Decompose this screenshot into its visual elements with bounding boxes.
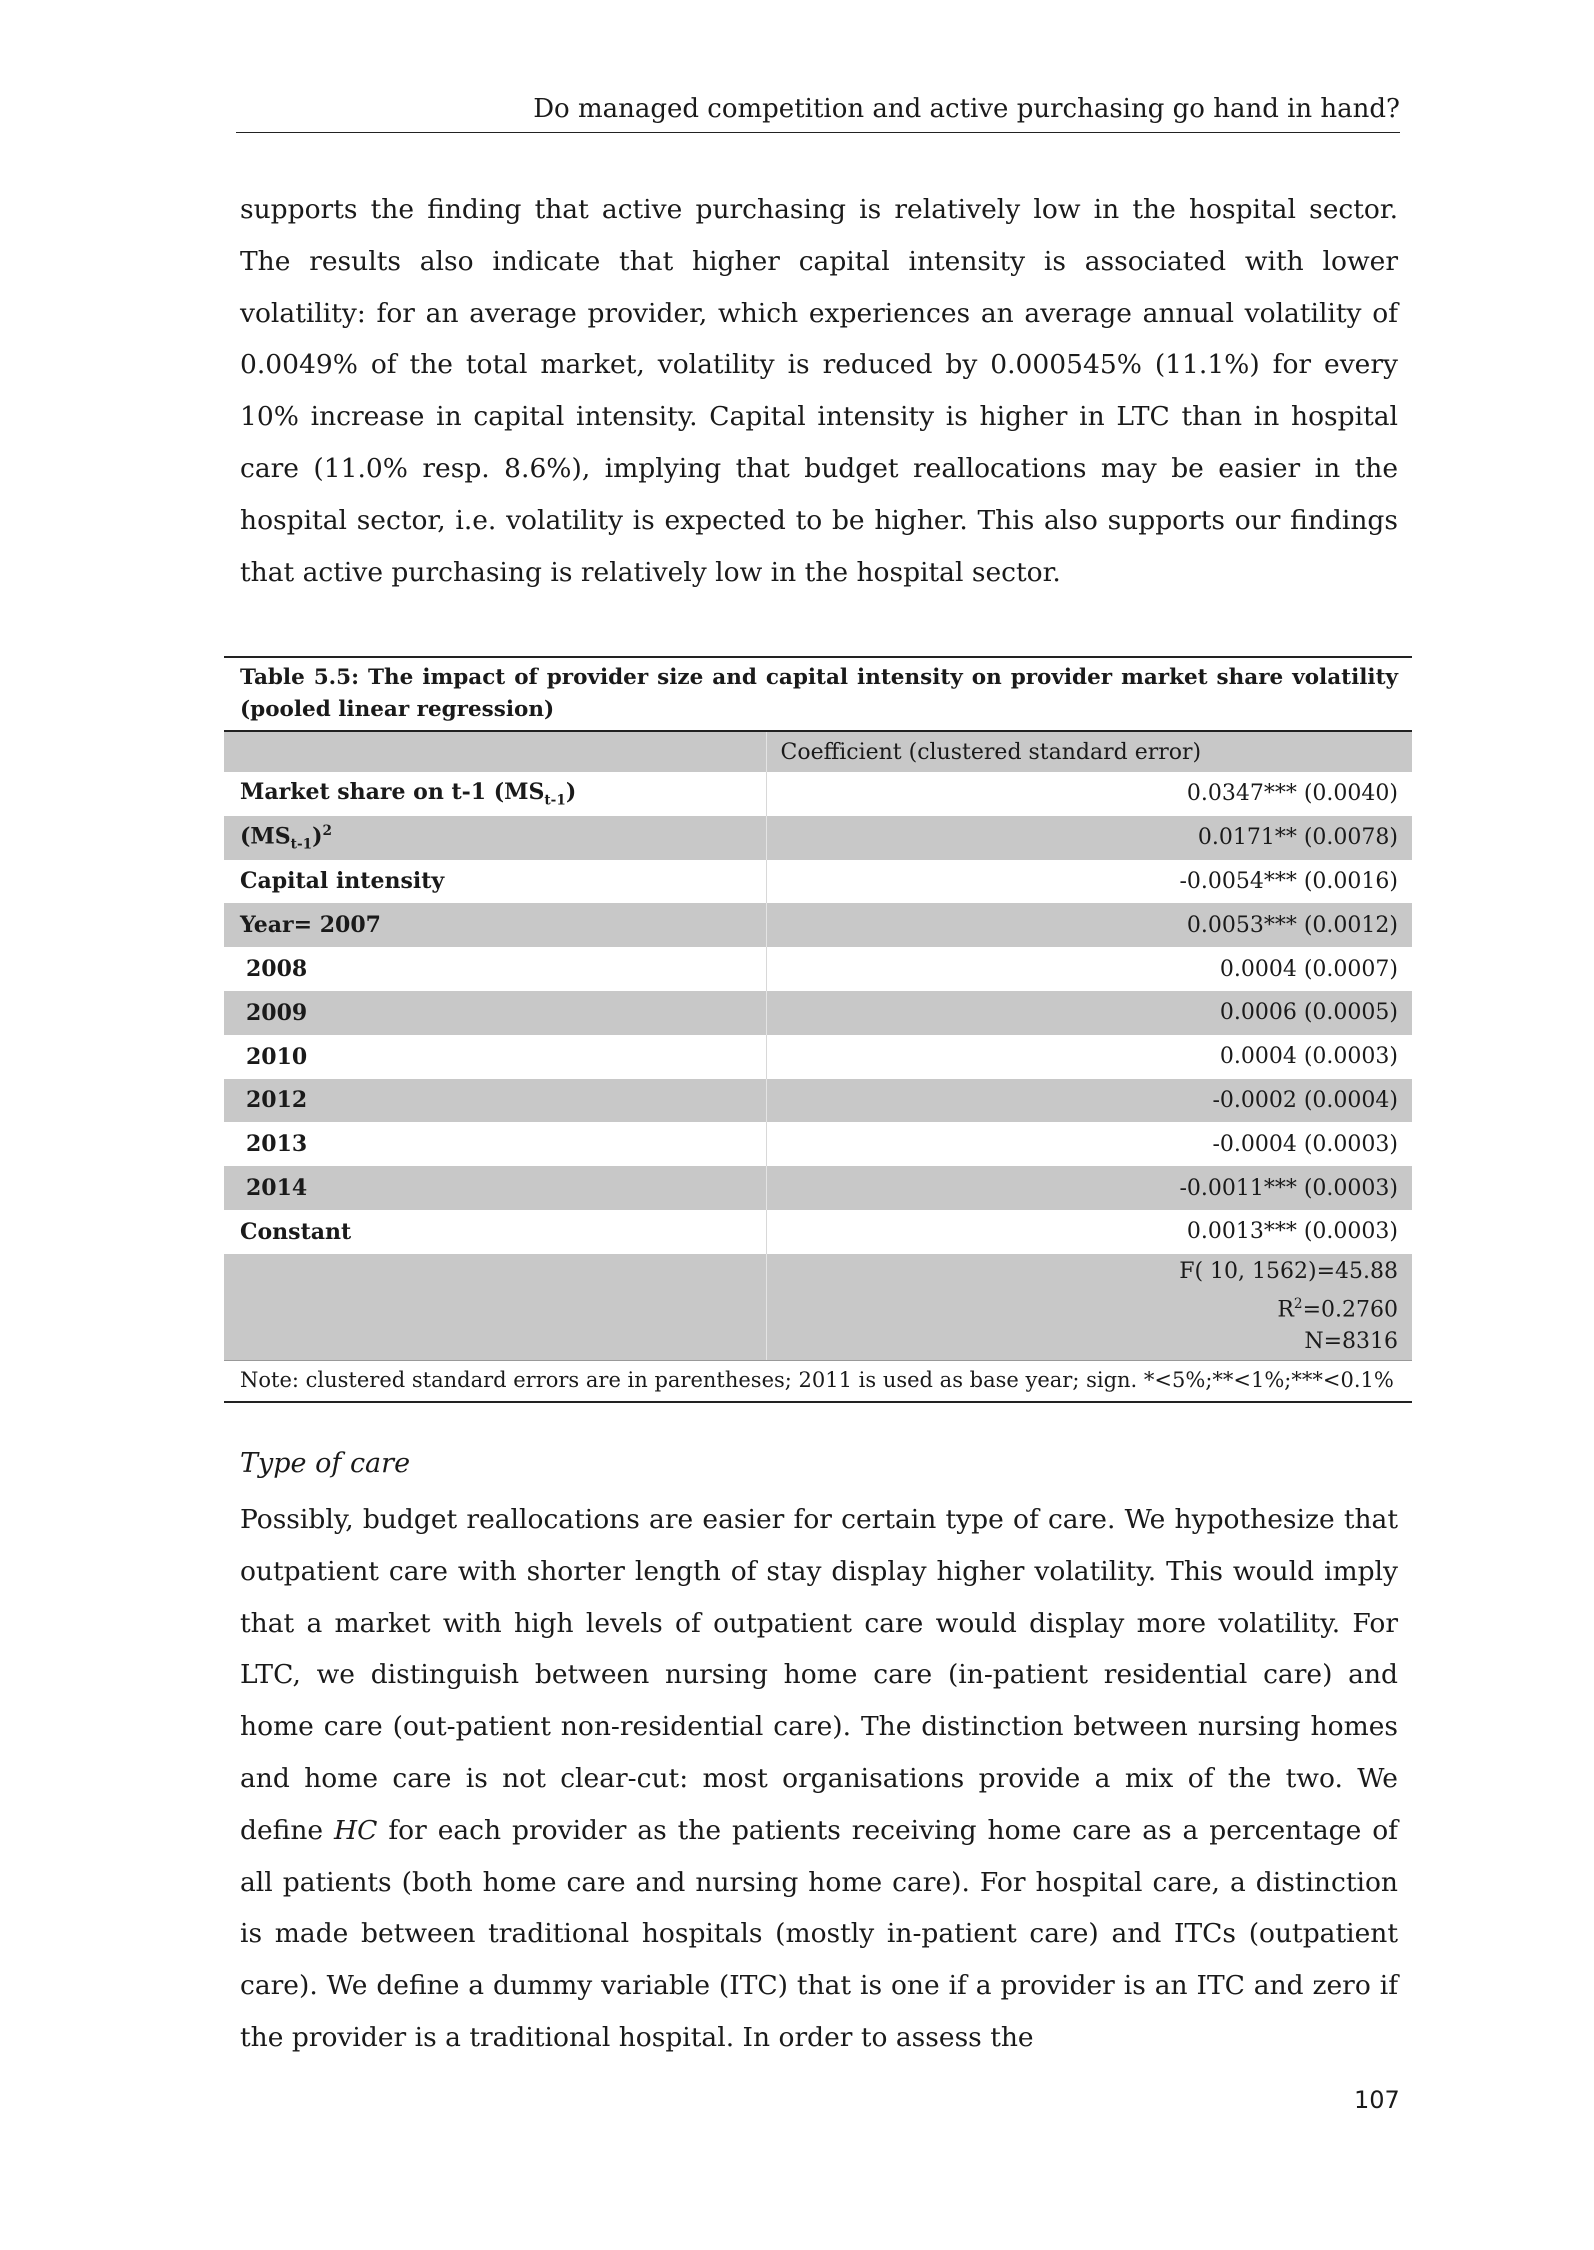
row-value: -0.0011*** (0.0003) (766, 1166, 1412, 1210)
table-row (224, 1079, 1412, 1123)
row-value: 0.0004 (0.0007) (766, 947, 1412, 991)
table-caption: Table 5.5: The impact of provider size and capital intensity on provider market share volatility (pooled linear regression) (224, 656, 1412, 732)
table-row (224, 991, 1412, 1035)
row-value: 0.0013*** (0.0003) (766, 1210, 1412, 1254)
row-label: 2014 (224, 1166, 766, 1210)
row-label: 2010 (246, 1043, 308, 1070)
page-number: 107 (1354, 2086, 1400, 2114)
row-label: 2009 (224, 991, 766, 1035)
row-value: 0.0006 (0.0005) (766, 991, 1412, 1035)
row-value: -0.0054*** (0.0016) (766, 860, 1412, 904)
row-value: -0.0002 (0.0004) (766, 1079, 1412, 1123)
f-statistic: F( 10, 1562)=45.88 (1179, 1258, 1398, 1284)
stats-cell (766, 1254, 1412, 1360)
row-label: Market share on t-1 $(MS_{t-1})$ (240, 779, 577, 809)
row-label: Constant (240, 1218, 352, 1245)
variable-hc: HC (334, 1814, 378, 1846)
table-row (224, 772, 1412, 816)
row-value: -0.0004 (0.0003) (766, 1122, 1412, 1166)
row-label: Capital intensity (240, 868, 445, 895)
table-row (224, 1035, 1412, 1079)
table-row (224, 903, 1412, 947)
table-row (224, 1210, 1412, 1254)
table-note: Note: clustered standard errors are in parentheses; 2011 is used as base year; sign. *<5%;**<1%;***<0.1% (224, 1360, 1412, 1403)
table-header-row (224, 732, 1412, 772)
running-header (236, 92, 1400, 133)
row-label: $(MS_{t-1})^2$ (224, 816, 766, 860)
table-row (224, 1166, 1412, 1210)
n-observations: N=8316 (1304, 1329, 1398, 1355)
table-row (224, 860, 1412, 904)
body-paragraph-2: Possibly, budget reallocations are easier for certain type of care. We hypothesize that outpatient care with shorter length of stay display higher volatility. This would imply that a market with high levels of outpatient care would display more volatility. For LTC, we distinguish between nursing home care (in-patient residential care) and home care (out-patient non-residential care). The distinction between nursing homes and home care is not clear-cut: most organisations provide a mix of the two. We define HC for each provider as the patients receiving home care as a percentage of all patients (both home care and nursing home care). For hospital care, a distinction is made between traditional hospitals (mostly in-patient care) and ITCs (outpatient care). We define a dummy variable (ITC) that is one if a provider is an ITC and zero if the provider is a traditional hospital. In order to assess the (240, 1504, 1398, 2053)
table-row (224, 1122, 1412, 1166)
row-label: Year= 2007 (224, 903, 766, 947)
row-label: 2013 (246, 1131, 308, 1158)
row-value: 0.0004 (0.0003) (766, 1035, 1412, 1079)
table-stats-row (224, 1254, 1412, 1360)
row-label: 2008 (246, 956, 308, 983)
row-value: 0.0347*** (0.0040) (766, 772, 1412, 816)
row-value: 0.0053*** (0.0012) (766, 903, 1412, 947)
row-label: 2012 (224, 1079, 766, 1123)
row-value: 0.0171** (0.0078) (766, 816, 1412, 860)
body-paragraph-1: supports the finding that active purchasing is relatively low in the hospital sector. The results also indicate that higher capital intensity is associated with lower volatility: for an average provider, which experiences an average annual volatility of 0.0049% of the total market, volatility is reduced by 0.000545% (11.1%) for every 10% increase in capital intensity. Capital intensity is higher in LTC than in hospital care (11.0% resp. 8.6%), implying that budget reallocations may be easier in the hospital sector, i.e. volatility is expected to be higher. This also supports our findings that active purchasing is relatively low in the hospital sector. (240, 194, 1398, 588)
r-squared: $R^2=0.2760$ (1277, 1295, 1398, 1323)
regression-table (224, 656, 1412, 1403)
table-row (224, 816, 1412, 860)
table-header-blank (224, 732, 766, 772)
stats-blank (224, 1254, 766, 1360)
section-title: Type of care (240, 1448, 411, 1479)
running-title: Do managed competition and active purchasing go hand in hand? (533, 94, 1400, 124)
column-header: Coefficient (clustered standard error) (766, 732, 1412, 772)
table-row (224, 947, 1412, 991)
table-grid (224, 732, 1412, 1360)
